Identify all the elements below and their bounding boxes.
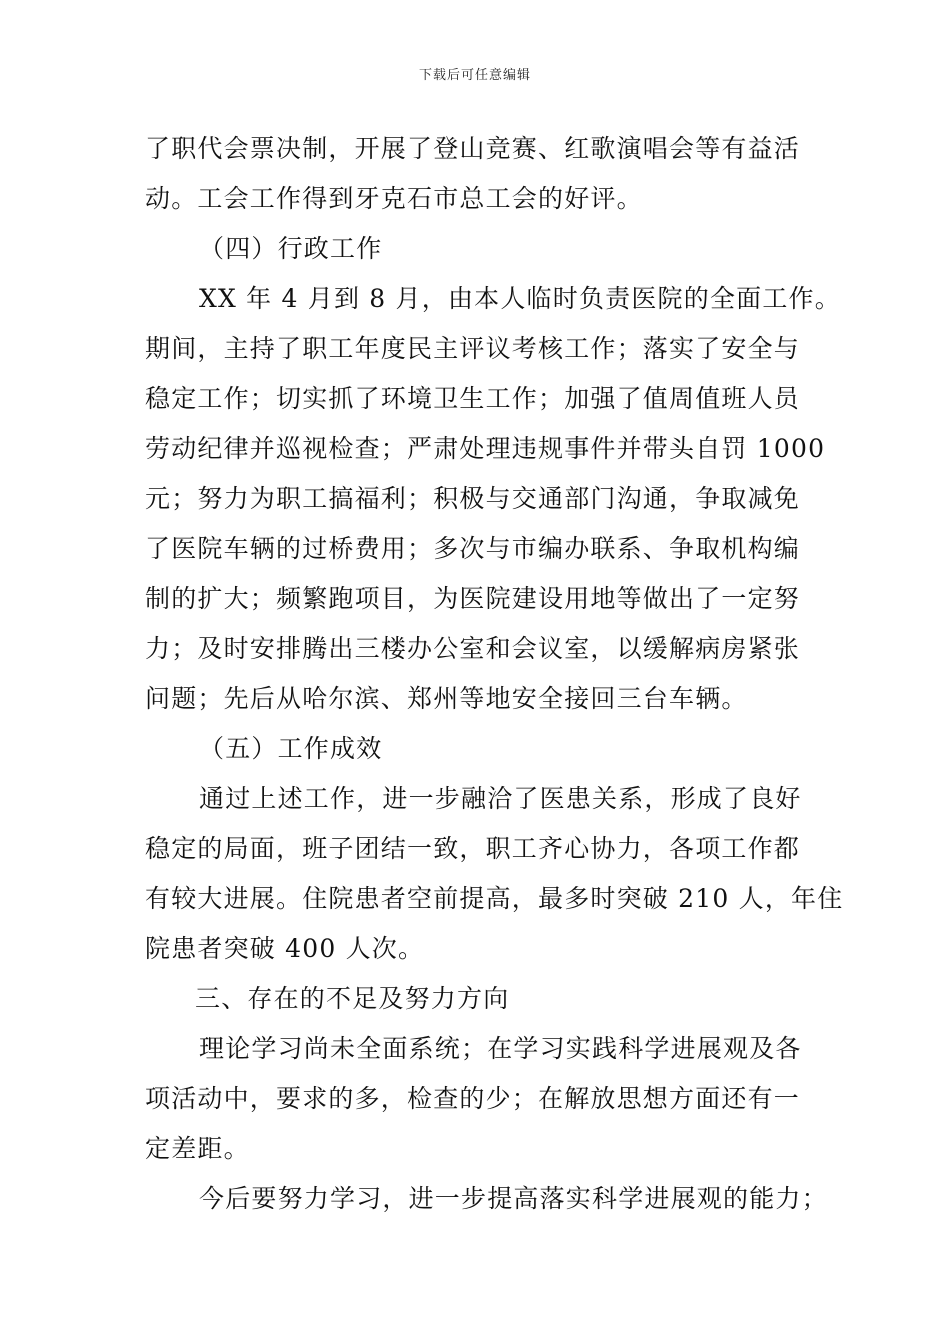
text-line: 有较大进展。住院患者空前提高，最多时突破 210 人，年住 [145,884,844,913]
section-heading: （四）行政工作 [199,234,383,263]
text-line: 了医院车辆的过桥费用；多次与市编办联系、争取机构编 [145,534,801,563]
text-line: 稳定工作；切实抓了环境卫生工作；加强了值周值班人员 [145,384,801,413]
text-line: 动。工会工作得到牙克石市总工会的好评。 [145,184,643,213]
text-line: 理论学习尚未全面系统；在学习实践科学进展观及各 [199,1034,802,1063]
text-line: 今后要努力学习，进一步提高落实科学进展观的能力； [199,1184,828,1213]
text-line: 期间，主持了职工年度民主评议考核工作；落实了安全与 [145,334,801,363]
text-line: 通过上述工作，进一步融洽了医患关系，形成了良好 [199,784,802,813]
text-line: 问题；先后从哈尔滨、郑州等地安全接回三台车辆。 [145,684,748,713]
text-line: 劳动纪律并巡视检查；严肃处理违规事件并带头自罚 1000 [145,434,826,463]
text-line: 院患者突破 400 人次。 [145,934,425,963]
section-heading: （五）工作成效 [199,734,383,763]
text-line: 定差距。 [145,1134,250,1163]
section-heading: 三、存在的不足及努力方向 [195,984,510,1013]
text-line: 项活动中，要求的多，检查的少；在解放思想方面还有一 [145,1084,801,1113]
text-line: 力；及时安排腾出三楼办公室和会议室，以缓解病房紧张 [145,634,801,663]
text-line: 元；努力为职工搞福利；积极与交通部门沟通，争取减免 [145,484,801,513]
text-line: 制的扩大；频繁跑项目，为医院建设用地等做出了一定努 [145,584,801,613]
document-body [145,124,844,1224]
text-line: XX 年 4 月到 8 月，由本人临时负责医院的全面工作。 [199,284,841,313]
page-header-note: 下载后可任意编辑 [418,68,531,83]
text-line: 了职代会票决制，开展了登山竞赛、红歌演唱会等有益活 [145,134,801,163]
text-line: 稳定的局面，班子团结一致，职工齐心协力，各项工作都 [145,834,801,863]
